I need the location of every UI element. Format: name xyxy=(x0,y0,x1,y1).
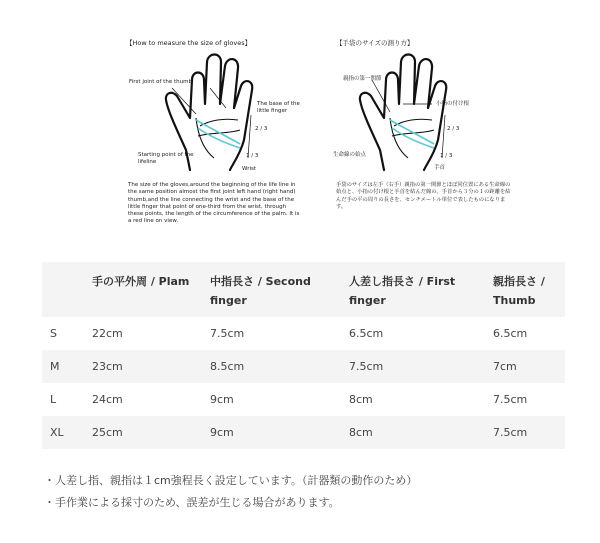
size-cell: M xyxy=(42,350,84,383)
measure-figure-en xyxy=(126,38,316,49)
label-thumb-joint-jp: 親指の第一関節 xyxy=(343,76,382,82)
measure-figure-jp xyxy=(336,38,526,49)
figure-title: 【How to measure the size of gloves】 xyxy=(126,39,252,47)
label-wrist: Wrist xyxy=(242,166,257,172)
label-two-thirds-jp: 2 / 3 xyxy=(447,126,460,132)
size-cell: S xyxy=(50,327,57,340)
label-lifeline-jp: 生命線の始点 xyxy=(333,152,367,158)
note-item: ・人差し指、親指は１cm強程長く設定しています。（計器類の動作のため） xyxy=(44,474,418,487)
label-lifeline: Starting point of the lifeline xyxy=(138,152,194,165)
table-row xyxy=(42,416,565,449)
figure-title-jp: 【手袋のサイズの測り方】 xyxy=(336,39,414,47)
label-one-third-jp: 1 / 3 xyxy=(440,153,453,159)
table-header: 人差し指長さ / First finger xyxy=(341,262,485,317)
table-cell: 7.5cm xyxy=(341,350,485,383)
label-two-thirds: 2 / 3 xyxy=(255,126,268,132)
table-cell: 7cm xyxy=(485,350,565,383)
size-cell: L xyxy=(50,393,57,406)
table-cell: 24cm xyxy=(92,393,123,406)
table-header-row xyxy=(42,262,565,317)
table-cell: 8cm xyxy=(349,393,373,406)
table-header: 手の平外周 / Plam xyxy=(84,262,202,317)
table-cell: 6.5cm xyxy=(493,327,528,340)
table-cell: 9cm xyxy=(202,416,341,449)
label-wrist-jp: 手首 xyxy=(434,165,446,171)
figure-description-en: The size of the gloves,around the beginning of the life line in the same position almost the first joint left hand (right hand) thumb,and the line connecting the wrist and the base of the little finger that point of one-third from the wrist, through these points, the length of the circumference of the palm. It is a red line on view. xyxy=(128,182,300,225)
notes xyxy=(44,470,417,514)
table-row xyxy=(42,317,565,350)
table-cell: 22cm xyxy=(92,327,123,340)
table-row xyxy=(42,350,565,383)
table-cell: 25cm xyxy=(84,416,202,449)
size-table xyxy=(42,262,565,449)
size-cell: XL xyxy=(42,416,84,449)
table-cell: 6.5cm xyxy=(349,327,384,340)
table-cell: 7.5cm xyxy=(493,393,528,406)
table-row xyxy=(42,383,565,416)
label-little-finger-base-jp: 小指の付け根 xyxy=(436,101,470,107)
table-header xyxy=(42,262,84,317)
label-thumb-joint: First joint of the thumb xyxy=(129,79,192,85)
table-cell: 23cm xyxy=(84,350,202,383)
table-cell: 7.5cm xyxy=(210,327,245,340)
table-header: 親指長さ / Thumb xyxy=(485,262,565,317)
table-cell: 8cm xyxy=(341,416,485,449)
table-cell: 9cm xyxy=(210,393,234,406)
table-header: 中指長さ / Second finger xyxy=(202,262,341,317)
label-little-finger-base: The base of the little finger xyxy=(257,101,300,114)
table-cell: 8.5cm xyxy=(202,350,341,383)
label-one-third: 1 / 3 xyxy=(246,153,259,159)
table-cell: 7.5cm xyxy=(485,416,565,449)
note-item: ・手作業による採寸のため、誤差が生じる場合があります。 xyxy=(44,496,340,509)
figure-description-jp: 手袋のサイズは左手（右手）親指の第一関節とほぼ同位置にある生命線の始点と、小指の付け根と手首を結んだ線の、手首から３分の１の距離を結んだ手の平の周りの長さを、センチメートル単位で表したものになります。 xyxy=(336,182,511,211)
